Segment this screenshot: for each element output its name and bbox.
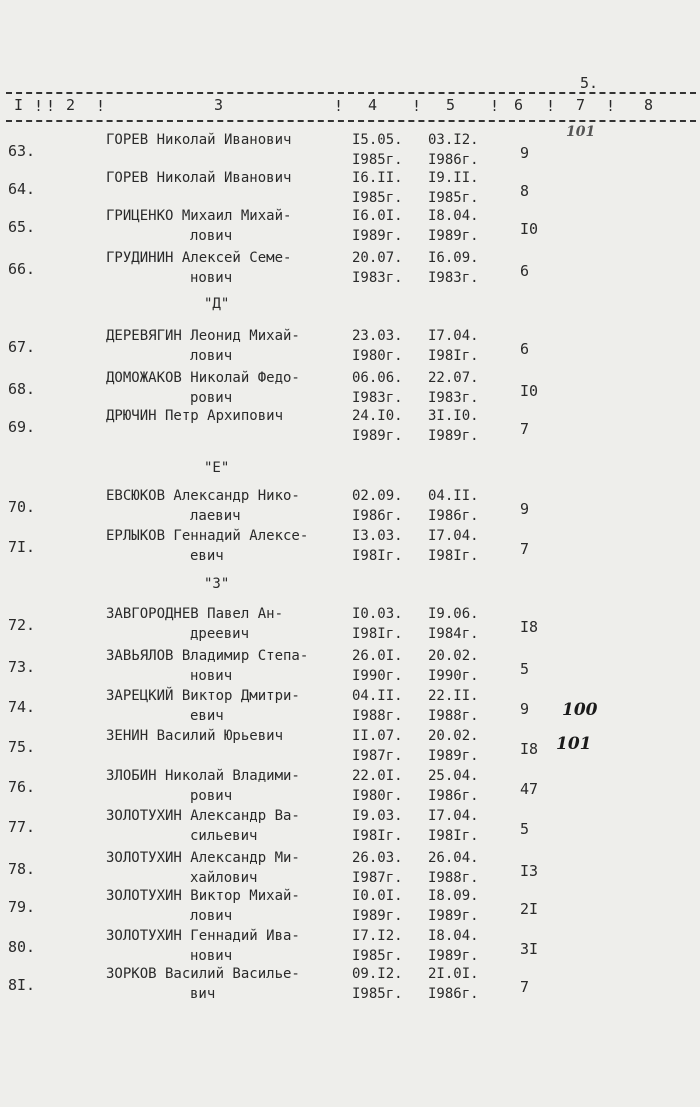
table-row <box>0 928 700 968</box>
column-separator: ! <box>606 97 616 115</box>
date-start-year: I989г. <box>352 908 403 924</box>
date-end-day: 20.02. <box>428 648 479 664</box>
person-name: ДОМОЖАКОВ Николай Федо- <box>106 370 300 386</box>
date-end-day: 26.04. <box>428 850 479 866</box>
column-header-3: 3 <box>214 96 224 114</box>
person-name-continuation: сильевич <box>190 828 258 844</box>
date-start-day: 24.I0. <box>352 408 403 424</box>
person-name: ЗАВГОРОДНЕВ Павел Ан- <box>106 606 284 622</box>
date-start-year: I98Iг. <box>352 548 403 564</box>
person-name: ДРЮЧИН Петр Архипович <box>106 408 284 424</box>
table-row <box>0 606 700 646</box>
date-start-day: 02.09. <box>352 488 403 504</box>
row-number: 78. <box>8 860 36 878</box>
sheet-count: 5 <box>520 820 530 838</box>
section-letter-z: "З" <box>204 576 230 592</box>
column-separator: ! <box>546 97 556 115</box>
table-row <box>0 208 700 248</box>
row-number: 68. <box>8 380 36 398</box>
row-number: 63. <box>8 142 36 160</box>
table-row <box>0 328 700 368</box>
date-start-year: I990г. <box>352 668 403 684</box>
date-end-year: I986г. <box>428 986 479 1002</box>
table-row <box>0 728 700 768</box>
person-name-continuation: евич <box>190 708 224 724</box>
sheet-count: I0 <box>520 382 539 400</box>
table-row <box>0 966 700 1006</box>
column-separator: ! <box>96 97 106 115</box>
date-end-day: 22.II. <box>428 688 479 704</box>
date-end-year: I985г. <box>428 190 479 206</box>
date-start-day: 09.I2. <box>352 966 403 982</box>
date-start-year: I983г. <box>352 390 403 406</box>
sheet-count: 8 <box>520 182 530 200</box>
person-name: ГОРЕВ Николай Иванович <box>106 132 292 148</box>
date-start-year: I989г. <box>352 228 403 244</box>
date-end-year: I98Iг. <box>428 828 479 844</box>
row-number: 65. <box>8 218 36 236</box>
column-separator: ! <box>34 97 44 115</box>
table-row <box>0 250 700 290</box>
section-letter-d: "Д" <box>204 296 230 312</box>
person-name-continuation: нович <box>190 948 233 964</box>
person-name-continuation: рович <box>190 390 233 406</box>
date-start-day: 23.03. <box>352 328 403 344</box>
person-name: ЗЛОБИН Николай Владими- <box>106 768 300 784</box>
person-name-continuation: нович <box>190 668 233 684</box>
person-name: ЗАРЕЦКИЙ Виктор Дмитри- <box>106 688 300 704</box>
column-header-8: 8 <box>644 96 654 114</box>
row-number: 72. <box>8 616 36 634</box>
row-number: 79. <box>8 898 36 916</box>
date-end-day: 25.04. <box>428 768 479 784</box>
date-start-day: 20.07. <box>352 250 403 266</box>
date-end-year: I989г. <box>428 948 479 964</box>
date-start-year: I985г. <box>352 190 403 206</box>
person-name-continuation: евич <box>190 548 224 564</box>
column-separator: ! <box>46 97 56 115</box>
person-name-continuation: нович <box>190 270 233 286</box>
header-rule-top <box>6 92 696 94</box>
date-start-day: I0.03. <box>352 606 403 622</box>
row-number: 76. <box>8 778 36 796</box>
date-start-year: I988г. <box>352 708 403 724</box>
date-end-day: 20.02. <box>428 728 479 744</box>
date-end-day: 04.II. <box>428 488 479 504</box>
date-start-day: I6.0I. <box>352 208 403 224</box>
sheet-count: I0 <box>520 220 539 238</box>
row-number: 8I. <box>8 976 36 994</box>
row-number: 7I. <box>8 538 36 556</box>
table-row <box>0 132 700 172</box>
person-name-continuation: лаевич <box>190 508 241 524</box>
column-separator: ! <box>490 97 500 115</box>
column-separator: ! <box>334 97 344 115</box>
date-start-day: 04.II. <box>352 688 403 704</box>
date-start-day: I7.I2. <box>352 928 403 944</box>
person-name: ЗОЛОТУХИН Геннадий Ива- <box>106 928 300 944</box>
date-end-day: I7.04. <box>428 328 479 344</box>
row-number: 66. <box>8 260 36 278</box>
date-end-day: 2I.0I. <box>428 966 479 982</box>
date-end-day: I6.09. <box>428 250 479 266</box>
date-start-year: I989г. <box>352 428 403 444</box>
date-start-day: 22.0I. <box>352 768 403 784</box>
handwritten-note-101: 101 <box>556 734 592 754</box>
person-name: ЗОЛОТУХИН Александр Ми- <box>106 850 300 866</box>
date-end-year: I988г. <box>428 708 479 724</box>
column-header-1: I <box>14 96 24 114</box>
date-start-year: I986г. <box>352 508 403 524</box>
person-name-continuation: лович <box>190 908 233 924</box>
person-name: ДЕРЕВЯГИН Леонид Михай- <box>106 328 300 344</box>
date-start-day: 26.0I. <box>352 648 403 664</box>
date-end-year: I989г. <box>428 428 479 444</box>
date-end-year: I983г. <box>428 270 479 286</box>
date-end-day: I9.II. <box>428 170 479 186</box>
date-start-day: I6.II. <box>352 170 403 186</box>
date-start-year: I985г. <box>352 986 403 1002</box>
date-end-year: I989г. <box>428 908 479 924</box>
column-header-2: 2 <box>66 96 76 114</box>
sheet-count: 7 <box>520 540 530 558</box>
date-end-year: I989г. <box>428 748 479 764</box>
date-end-day: I8.09. <box>428 888 479 904</box>
date-end-day: 3I.I0. <box>428 408 479 424</box>
row-number: 80. <box>8 938 36 956</box>
person-name-continuation: хайлович <box>190 870 258 886</box>
sheet-count: I8 <box>520 618 539 636</box>
date-start-year: I980г. <box>352 788 403 804</box>
date-start-year: I987г. <box>352 748 403 764</box>
person-name: ЕВСЮКОВ Александр Нико- <box>106 488 300 504</box>
date-end-year: I98Iг. <box>428 348 479 364</box>
date-end-year: I986г. <box>428 788 479 804</box>
person-name: ЗОЛОТУХИН Виктор Михай- <box>106 888 300 904</box>
date-start-year: I987г. <box>352 870 403 886</box>
table-row <box>0 648 700 688</box>
person-name: ГРУДИНИН Алексей Семе- <box>106 250 292 266</box>
table-row <box>0 688 700 728</box>
handwritten-note-top: 101 <box>566 124 596 140</box>
date-end-day: I8.04. <box>428 928 479 944</box>
date-end-day: I8.04. <box>428 208 479 224</box>
date-end-day: 03.I2. <box>428 132 479 148</box>
column-separator: ! <box>412 97 422 115</box>
row-number: 75. <box>8 738 36 756</box>
date-start-day: 06.06. <box>352 370 403 386</box>
table-row <box>0 488 700 528</box>
sheet-count: 7 <box>520 420 530 438</box>
date-end-year: I986г. <box>428 152 479 168</box>
date-start-year: I985г. <box>352 152 403 168</box>
date-end-day: I7.04. <box>428 808 479 824</box>
row-number: 64. <box>8 180 36 198</box>
column-header-7: 7 <box>576 96 586 114</box>
table-row <box>0 408 700 448</box>
sheet-count: 9 <box>520 144 530 162</box>
sheet-count: I8 <box>520 740 539 758</box>
date-start-day: I3.03. <box>352 528 403 544</box>
date-start-year: I98Iг. <box>352 828 403 844</box>
table-row <box>0 888 700 928</box>
row-number: 73. <box>8 658 36 676</box>
person-name-continuation: дреевич <box>190 626 250 642</box>
person-name: ЗАВЬЯЛОВ Владимир Степа- <box>106 648 309 664</box>
date-end-year: I984г. <box>428 626 479 642</box>
table-row <box>0 768 700 808</box>
table-row <box>0 850 700 890</box>
person-name: ЗОРКОВ Василий Василье- <box>106 966 300 982</box>
date-start-year: I980г. <box>352 348 403 364</box>
table-row <box>0 528 700 568</box>
sheet-count: 3I <box>520 940 539 958</box>
person-name-continuation: рович <box>190 788 233 804</box>
date-start-year: I983г. <box>352 270 403 286</box>
date-end-day: I7.04. <box>428 528 479 544</box>
person-name-continuation: лович <box>190 228 233 244</box>
column-header-4: 4 <box>368 96 378 114</box>
sheet-count: 2I <box>520 900 539 918</box>
date-end-day: I9.06. <box>428 606 479 622</box>
table-row <box>0 808 700 848</box>
sheet-count: 47 <box>520 780 539 798</box>
column-header-6: 6 <box>514 96 524 114</box>
handwritten-note-100: 100 <box>562 700 598 720</box>
sheet-count: 6 <box>520 262 530 280</box>
date-start-day: I5.05. <box>352 132 403 148</box>
page-number: 5. <box>580 74 599 92</box>
date-start-day: 26.03. <box>352 850 403 866</box>
row-number: 70. <box>8 498 36 516</box>
person-name-continuation: лович <box>190 348 233 364</box>
sheet-count: 5 <box>520 660 530 678</box>
date-start-day: I9.03. <box>352 808 403 824</box>
person-name-continuation: вич <box>190 986 216 1002</box>
date-end-year: I990г. <box>428 668 479 684</box>
sheet-count: 9 <box>520 700 530 718</box>
person-name: ГРИЦЕНКО Михаил Михай- <box>106 208 292 224</box>
column-header-5: 5 <box>446 96 456 114</box>
row-number: 74. <box>8 698 36 716</box>
person-name: ЗЕНИН Василий Юрьевич <box>106 728 284 744</box>
section-letter-e: "Е" <box>204 460 230 476</box>
date-end-day: 22.07. <box>428 370 479 386</box>
date-end-year: I98Iг. <box>428 548 479 564</box>
person-name: ЗОЛОТУХИН Александр Ва- <box>106 808 300 824</box>
sheet-count: 7 <box>520 978 530 996</box>
header-rule-bottom <box>6 120 696 122</box>
date-end-year: I983г. <box>428 390 479 406</box>
date-end-year: I986г. <box>428 508 479 524</box>
date-start-year: I98Iг. <box>352 626 403 642</box>
row-number: 69. <box>8 418 36 436</box>
row-number: 77. <box>8 818 36 836</box>
table-row <box>0 370 700 410</box>
table-row <box>0 170 700 210</box>
date-start-year: I985г. <box>352 948 403 964</box>
date-start-day: II.07. <box>352 728 403 744</box>
person-name: ГОРЕВ Николай Иванович <box>106 170 292 186</box>
date-start-day: I0.0I. <box>352 888 403 904</box>
person-name: ЕРЛЫКОВ Геннадий Алексе- <box>106 528 309 544</box>
date-end-year: I988г. <box>428 870 479 886</box>
row-number: 67. <box>8 338 36 356</box>
sheet-count: I3 <box>520 862 539 880</box>
sheet-count: 6 <box>520 340 530 358</box>
date-end-year: I989г. <box>428 228 479 244</box>
sheet-count: 9 <box>520 500 530 518</box>
